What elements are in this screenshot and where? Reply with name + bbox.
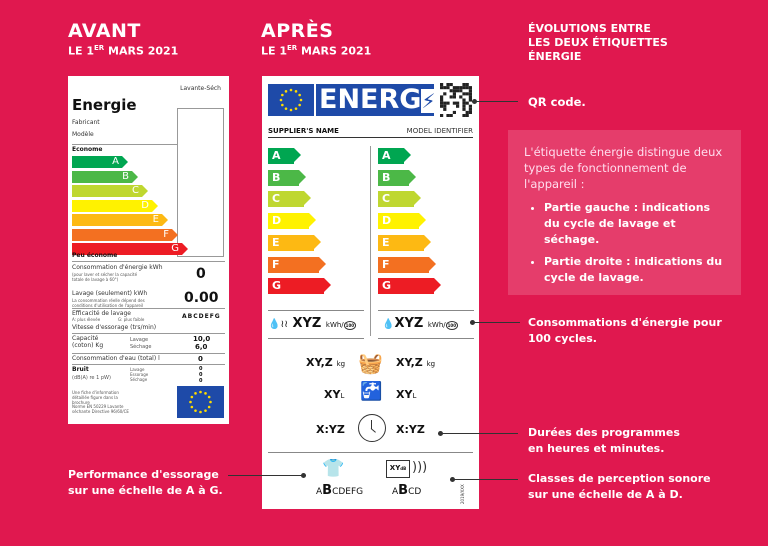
model-identifier: MODEL IDENTIFIER (406, 127, 473, 135)
water-drop-icon: 💧 (382, 319, 395, 330)
label-title: Energie (72, 96, 137, 114)
efficiency-note: A: plus élevée (72, 317, 101, 322)
faucet-icon: 🚰 (360, 381, 383, 402)
noise-value: 0 (199, 378, 203, 384)
scale-text: CD (408, 487, 422, 497)
info-intro: L'étiquette énergie distingue deux types de fonctionnement de l'appareil : (524, 145, 723, 191)
consumption-label: Consommation d'énergie kWh (72, 264, 163, 271)
sound-waves-icon: ))) (412, 460, 428, 475)
consumption-pointer (470, 322, 520, 323)
wash-label: Lavage (seulement) kWh (72, 290, 148, 297)
eu-flag-icon (177, 386, 224, 418)
energy-wash (382, 316, 458, 331)
date-text: MARS 2021 (104, 44, 179, 58)
efficiency-scale: ABCDEFG (182, 313, 221, 320)
consumption-annotation: Consommations d'énergie pour 100 cycles. (528, 316, 722, 345)
spin-scale (316, 483, 363, 498)
energy-class-bar-f: F (378, 257, 429, 273)
noise-value: 0 (199, 366, 203, 372)
noise-scale (392, 483, 421, 498)
scale-text: A (316, 487, 323, 497)
water-label: Consommation d'eau (total) l (72, 355, 160, 362)
old-energy-label (68, 76, 229, 424)
capacity-label: Capacité (coton) Kg (72, 335, 104, 349)
wash-efficiency-label: Efficacité de lavage (72, 310, 131, 317)
noise-value: XY (389, 464, 401, 472)
spin-annotation: Performance d'essorage sur une échelle de A à G. (68, 468, 223, 497)
capacity-unit: kg (336, 360, 346, 368)
standard-note: Norme EN 50229 Lavante séchante Directive 96/60/CE (72, 404, 129, 414)
energy-class-bar-g: G (268, 278, 324, 294)
capacity-value: XY,Z (396, 356, 423, 369)
scale-text: A (392, 487, 399, 497)
manufacturer-label: Fabricant (72, 119, 100, 126)
consumption-note: (pour laver et sécher la capacité totale de lavage à 60°) (72, 272, 138, 282)
noise-row: Séchage (130, 377, 148, 382)
regulation-number: 2019/XXX (460, 484, 465, 504)
title-line: ÉNERGIE (528, 50, 582, 63)
cycles-icon: 100 (345, 323, 355, 328)
energy-class-bar-c: C (378, 191, 414, 207)
capacity-dry-value: 6,0 (195, 343, 208, 351)
laundry-basket-icon: 🧺 (358, 351, 383, 375)
energy-class-bar-f: F (72, 229, 172, 241)
speaker-icon (386, 460, 410, 478)
qr-code-icon (440, 83, 472, 117)
title-line: ÉVOLUTIONS ENTRE (528, 22, 651, 35)
water-wash-dry (324, 388, 344, 401)
water-value: XY (324, 388, 341, 401)
energy-class-bar-c: C (268, 191, 304, 207)
after-date (261, 44, 371, 58)
spin-class: B (322, 483, 333, 498)
energy-class-bar-b: B (268, 170, 299, 186)
water-value: XY (396, 388, 413, 401)
energy-class-bar-e: E (268, 235, 314, 251)
before-date (68, 44, 178, 58)
energy-class-bar-b: B (72, 171, 132, 183)
date-text: MARS 2021 (297, 44, 372, 58)
noise-row: Essorage (130, 372, 149, 377)
efficient-label: Econome (72, 146, 103, 153)
spin-speed-label: Vitesse d'essorage (trs/min) (72, 324, 157, 331)
water-unit: L (340, 392, 345, 400)
wash-value: 0.00 (184, 290, 219, 306)
energy-class-bar-d: D (378, 213, 419, 229)
energy-class-bar-e: E (378, 235, 424, 251)
inefficient-label: Peu économe (72, 252, 118, 259)
date-text: LE 1 (68, 44, 95, 58)
spin-pointer (228, 475, 306, 476)
energy-class-bar-g: G (72, 243, 182, 255)
new-energy-label (262, 76, 479, 509)
energy-class-bar-d: D (72, 200, 152, 212)
energy-logo (316, 84, 434, 116)
energy-unit: kWh/ (427, 321, 446, 329)
info-box (508, 130, 741, 295)
capacity-wash (396, 356, 435, 369)
date-sup: ER (94, 44, 105, 52)
water-wash (396, 388, 416, 401)
energy-value: XYZ (394, 316, 424, 331)
capacity-value: XY,Z (306, 356, 333, 369)
logo-text: ENERG (319, 84, 422, 115)
title-line: LES DEUX ÉTIQUETTES (528, 36, 668, 49)
noise-value: 0 (199, 372, 203, 378)
water-value: 0 (198, 355, 203, 363)
consumption-value: 0 (196, 266, 206, 282)
capacity-wash-dry (306, 356, 345, 369)
noise-label: Bruit (72, 366, 89, 373)
model-label: Modèle (72, 131, 94, 138)
capacity-wash-value: 10,0 (193, 335, 211, 343)
after-title: APRÈS (261, 20, 334, 42)
info-sheet-note: Une fiche d'information détaillée figure dans la brochure (72, 390, 119, 405)
capacity-unit: kg (426, 360, 436, 368)
energy-class-bar-b: B (378, 170, 409, 186)
spin-shirt-icon: 👕 (322, 458, 345, 479)
capacity-wash-label: Lavage (130, 337, 149, 343)
noise-class: B (398, 483, 409, 498)
scale-text: CDEFG (332, 487, 364, 497)
clock-icon (358, 414, 386, 442)
efficiency-note: G: plus faible (118, 317, 145, 322)
appliance-type: Lavante-Séch (180, 85, 221, 92)
energy-wash-dry (268, 316, 356, 331)
before-title: AVANT (68, 20, 141, 42)
date-text: LE 1 (261, 44, 288, 58)
qr-pointer (472, 101, 518, 102)
duration-wash: X:YZ (396, 423, 425, 436)
noise-unit: dB (400, 466, 407, 471)
info-bullet: • Partie gauche : indications du cycle de lavage et séchage. (544, 200, 725, 248)
info-bullet: • Partie droite : indications du cycle de lavage. (544, 254, 725, 286)
duration-wash-dry: X:YZ (316, 423, 345, 436)
right-title (528, 22, 728, 64)
energy-class-bar-a: A (378, 148, 404, 164)
energy-class-bar-a: A (268, 148, 294, 164)
date-sup: ER (287, 44, 298, 52)
duration-annotation: Durées des programmes en heures et minutes. (528, 426, 680, 455)
energy-unit: kWh/ (325, 321, 344, 329)
lightning-icon: ⚡ (421, 89, 436, 113)
wash-note: La consommation réelle dépend des conditions d'utilisation de l'appareil (72, 298, 145, 308)
eu-flag-icon (268, 84, 314, 116)
supplier-name: SUPPLIER'S NAME (268, 127, 339, 135)
noise-unit: (dB(A) re 1 pW) (72, 375, 111, 381)
energy-class-bar-a: A (72, 156, 122, 168)
noise-row: Lavage (130, 367, 145, 372)
cycles-icon: 100 (447, 323, 456, 328)
energy-class-bar-c: C (72, 185, 142, 197)
column-divider (370, 146, 371, 336)
qr-annotation: QR code. (528, 95, 586, 109)
energy-class-bar-g: G (378, 278, 434, 294)
noise-pointer (450, 479, 518, 480)
energy-value: XYZ (292, 316, 322, 331)
energy-class-bar-d: D (268, 213, 309, 229)
duration-pointer (438, 433, 518, 434)
energy-class-bar-f: F (268, 257, 319, 273)
energy-class-bar-e: E (72, 214, 162, 226)
noise-annotation: Classes de perception sonore sur une échelle de A à D. (528, 472, 711, 501)
water-heat-icon: 💧≀≀ (268, 319, 288, 330)
capacity-dry-label: Séchage (130, 344, 152, 350)
rating-box (177, 108, 224, 257)
water-unit: L (412, 392, 417, 400)
